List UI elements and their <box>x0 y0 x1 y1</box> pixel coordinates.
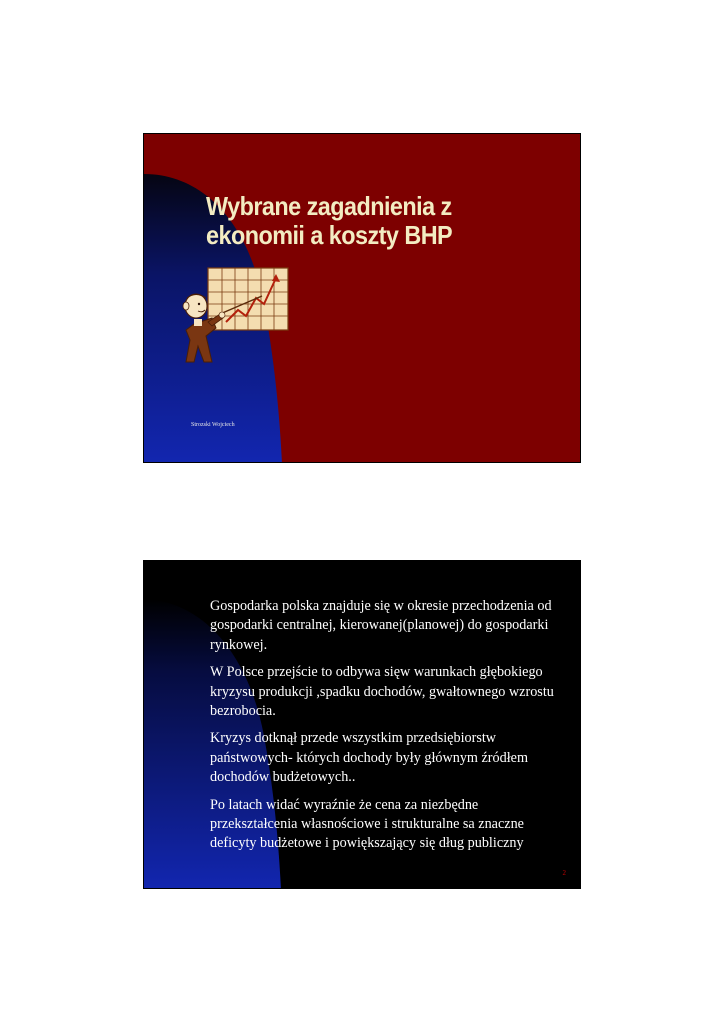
presenter-with-rising-chart-icon <box>182 266 292 366</box>
title-line-1: Wybrane zagadnienia z <box>206 191 452 221</box>
slide-body <box>210 597 562 862</box>
slide-title-heading <box>206 192 530 250</box>
paragraph-4: Po latach widać wyraźnie że cena za niezbędne przekształcenia własnościowe i strukturalne sa znaczne deficyty budżetowe i powiększający się dług publiczny <box>210 796 524 852</box>
paragraph-2: W Polsce przejście to odbywa sięw warunkach głębokiego kryzysu produkcji ,spadku dochodów, gwałtownego wzrostu bezrobocia. <box>210 664 554 720</box>
author-name: Strozski Wojciech <box>191 422 235 428</box>
slide-content <box>143 560 581 889</box>
paragraph-1: Gospodarka polska znajduje się w okresie przechodzenia od gospodarki centralnej, kierowanej(planowej) do gospodarki rynkowej. <box>210 598 552 653</box>
paragraph-3: Kryzys dotknął przede wszystkim przedsiębiorstw państwowych- których dochody były głównym źródłem dochodów budżetowych.. <box>210 730 528 786</box>
page-number: 2 <box>562 869 566 877</box>
slide-title <box>143 133 581 463</box>
title-line-2: ekonomii a koszty BHP <box>206 220 453 250</box>
